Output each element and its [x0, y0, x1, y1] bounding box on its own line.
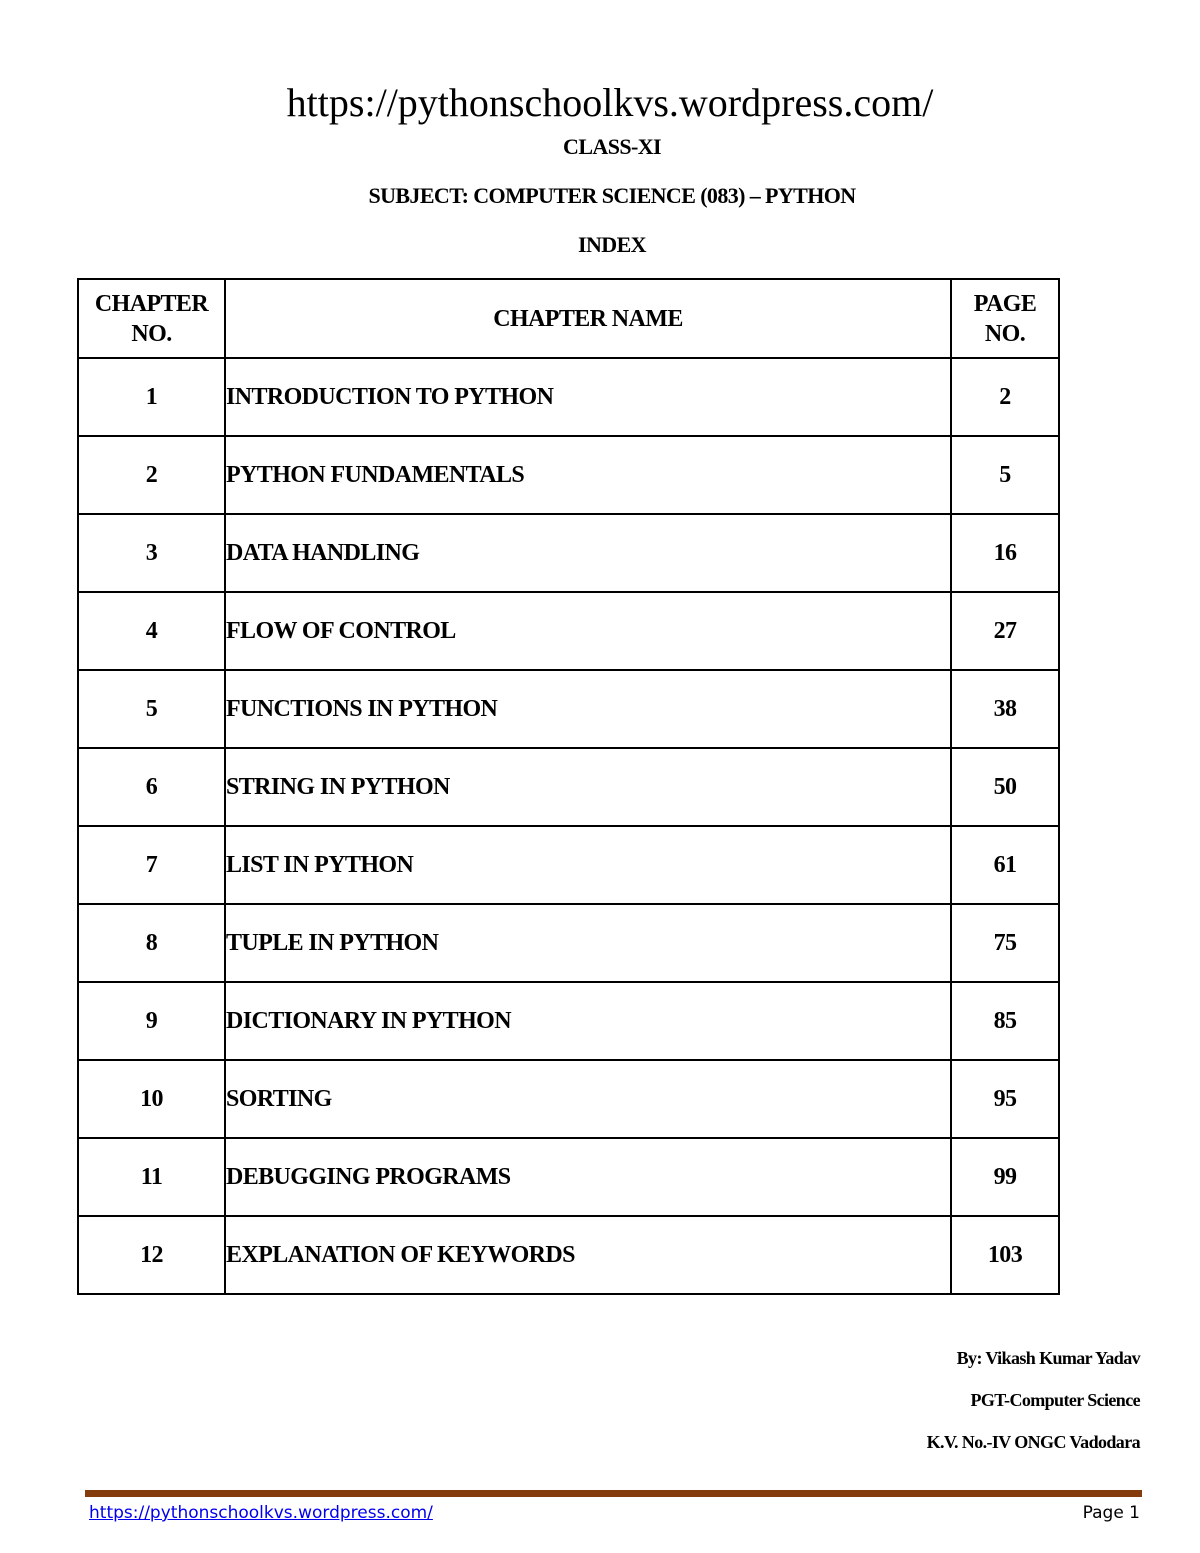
chapter-name: DEBUGGING PROGRAMS [225, 1138, 951, 1216]
table-row [78, 670, 1059, 748]
table-row [78, 514, 1059, 592]
table-row [78, 982, 1059, 1060]
footer-divider [85, 1490, 1142, 1497]
footer-link[interactable]: https://pythonschoolkvs.wordpress.com/ [89, 1503, 433, 1523]
page-number: 75 [951, 904, 1059, 982]
chapter-name-header: CHAPTER NAME [225, 279, 951, 358]
chapter-number: 2 [78, 436, 225, 514]
chapter-name: INTRODUCTION TO PYTHON [225, 358, 951, 436]
page-number: 38 [951, 670, 1059, 748]
chapter-name: PYTHON FUNDAMENTALS [225, 436, 951, 514]
table-row [78, 358, 1059, 436]
page-number: 27 [951, 592, 1059, 670]
page-number: 95 [951, 1060, 1059, 1138]
subject-title: SUBJECT: COMPUTER SCIENCE (083) – PYTHON [368, 183, 856, 208]
page-number: 50 [951, 748, 1059, 826]
page-number: 103 [951, 1216, 1059, 1294]
chapter-name: LIST IN PYTHON [225, 826, 951, 904]
chapter-number: 6 [78, 748, 225, 826]
index-table [77, 278, 1060, 1295]
page-number: 5 [951, 436, 1059, 514]
table-row [78, 748, 1059, 826]
chapter-name: FUNCTIONS IN PYTHON [225, 670, 951, 748]
chapter-number: 7 [78, 826, 225, 904]
chapter-number: 9 [78, 982, 225, 1060]
table-row [78, 1138, 1059, 1216]
footer-page-number: Page 1 [1082, 1503, 1140, 1523]
chapter-name: EXPLANATION OF KEYWORDS [225, 1216, 951, 1294]
page-no-header: PAGE NO. [951, 279, 1059, 358]
chapter-name: DATA HANDLING [225, 514, 951, 592]
page-number: 85 [951, 982, 1059, 1060]
page-number: 61 [951, 826, 1059, 904]
index-title: INDEX [578, 232, 646, 257]
chapter-number: 11 [78, 1138, 225, 1216]
table-row [78, 904, 1059, 982]
chapter-number: 8 [78, 904, 225, 982]
table-row [78, 1060, 1059, 1138]
chapter-number: 10 [78, 1060, 225, 1138]
chapter-number: 4 [78, 592, 225, 670]
chapter-number: 1 [78, 358, 225, 436]
chapter-name: SORTING [225, 1060, 951, 1138]
chapter-no-header: CHAPTER NO. [78, 279, 225, 358]
page-number: 99 [951, 1138, 1059, 1216]
table-row [78, 1216, 1059, 1294]
chapter-name: FLOW OF CONTROL [225, 592, 951, 670]
author-name: By: Vikash Kumar Yadav [956, 1348, 1140, 1368]
table-row [78, 436, 1059, 514]
author-role: PGT-Computer Science [970, 1390, 1140, 1410]
table-row [78, 826, 1059, 904]
chapter-name: STRING IN PYTHON [225, 748, 951, 826]
table-header-row [78, 279, 1059, 358]
chapter-number: 5 [78, 670, 225, 748]
page-number: 2 [951, 358, 1059, 436]
chapter-number: 3 [78, 514, 225, 592]
chapter-name: DICTIONARY IN PYTHON [225, 982, 951, 1060]
header-url: https://pythonschoolkvs.wordpress.com/ [286, 80, 934, 125]
class-title: CLASS-XI [563, 134, 661, 159]
author-school: K.V. No.-IV ONGC Vadodara [926, 1432, 1140, 1452]
page-number: 16 [951, 514, 1059, 592]
table-row [78, 592, 1059, 670]
chapter-name: TUPLE IN PYTHON [225, 904, 951, 982]
chapter-number: 12 [78, 1216, 225, 1294]
